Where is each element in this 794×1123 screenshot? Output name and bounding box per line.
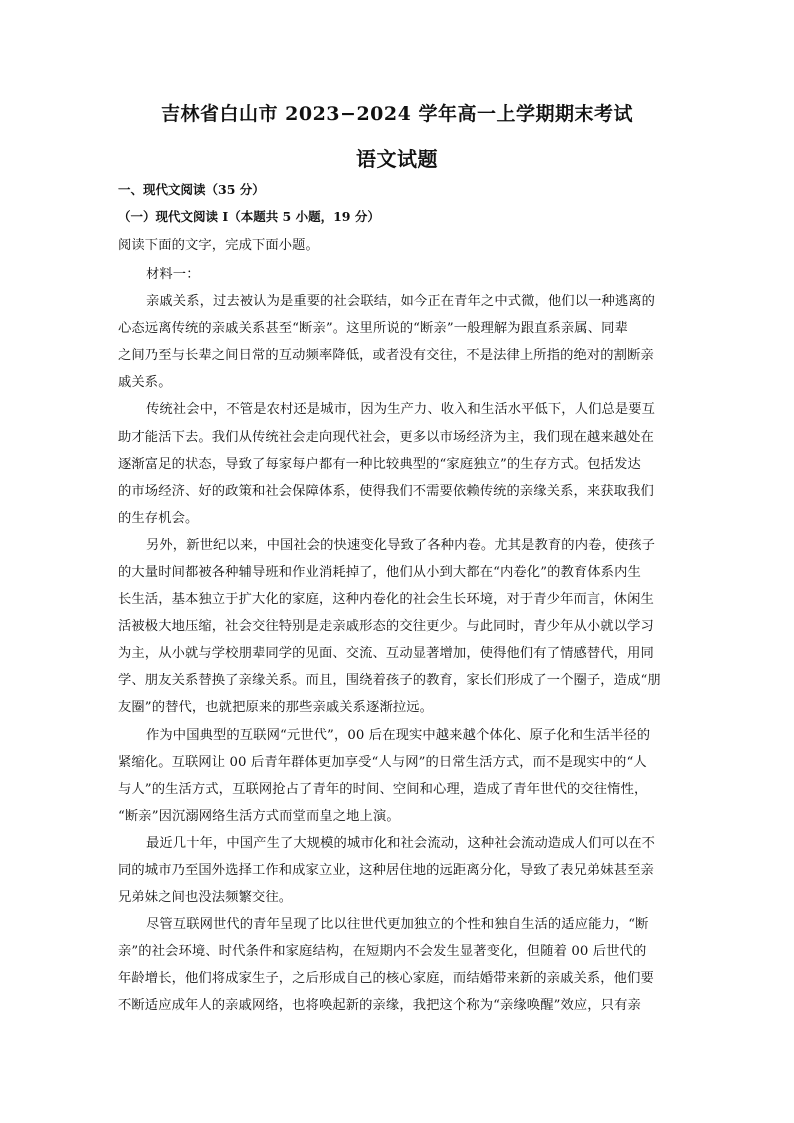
text-line: 最近几十年，中国产生了大规模的城市化和社会流动，这种社会流动造成人们可以在不 <box>146 836 656 851</box>
text-line: 之间乃至与长辈之间日常的互动频率降低，或者没有交往，不是法律上所指的绝对的割断亲 <box>118 348 654 363</box>
text-line: 的大量时间都被各种辅导班和作业消耗掉了，他们从小到大都在“内卷化”的教育体系内生 <box>118 565 641 580</box>
subsection-heading: （一）现代文阅读 I（本题共 5 小题，19 分） <box>118 209 380 224</box>
text-line: 亲戚关系，过去被认为是重要的社会联结，如今正在青年之中式微，他们以一种逃离的 <box>146 294 656 309</box>
exam-title: 吉林省白山市 2023−2024 学年高一上学期期末考试 <box>161 103 633 125</box>
text-line: 另外，新世纪以来，中国社会的快速变化导致了各种内卷。尤其是教育的内卷，使孩子 <box>146 538 656 553</box>
text-line: 的生存机会。 <box>118 511 199 526</box>
text-line: 兄弟妹之间也没法频繁交往。 <box>118 890 293 905</box>
text-line: 长生活，基本独立于扩大化的家庭，这种内卷化的社会生长环境，对于青少年而言，休闲生 <box>118 592 654 607</box>
text-line: 学、朋友关系替换了亲缘关系。而且，围绕着孩子的教育，家长们形成了一个圈子，造成“朋 <box>118 673 661 688</box>
text-line: 活被极大地压缩，社会交往特别是走亲戚形态的交往更少。与此同时，青少年从小就以学习 <box>118 619 654 634</box>
text-line: 友圈”的替代，也就把原来的那些亲戚关系逐渐拉远。 <box>118 700 434 715</box>
section-heading: 一、现代文阅读（35 分） <box>118 182 265 197</box>
text-line: 心态远离传统的亲戚关系甚至“断亲”。这里所说的“断亲”一般理解为跟直系亲属、同辈 <box>118 321 628 336</box>
text-line: 传统社会中，不管是农村还是城市，因为生产力、收入和生活水平低下，人们总是要互 <box>146 402 656 417</box>
text-line: 作为中国典型的互联网“元世代”，00 后在现实中越来越个体化、原子化和生活半径的 <box>146 728 651 743</box>
text-line: 紧缩化。互联网让 00 后青年群体更加享受“人与网”的日常生活方式，而不是现实中的“人 <box>118 755 647 770</box>
text-line: 年龄增长，他们将成家生子，之后形成自己的核心家庭，而结婚带来新的亲戚关系，他们要 <box>118 971 654 986</box>
text-line: 阅读下面的文字，完成下面小题。 <box>118 238 319 253</box>
text-line: 的市场经济、好的政策和社会保障体系，使得我们不需要依赖传统的亲缘关系，来获取我们 <box>118 484 654 499</box>
text-line: 与人”的生活方式，互联网抢占了青年的时间、空间和心理，造成了青年世代的交往惰性， <box>118 782 648 797</box>
text-line: 材料一： <box>146 267 200 282</box>
text-line: 尽管互联网世代的青年呈现了比以往世代更加独立的个性和独自生活的适应能力，“断 <box>146 917 649 932</box>
text-line: 不断适应成年人的亲戚网络，也将唤起新的亲缘，我把这个称为“亲缘唤醒”效应，只有亲 <box>118 998 641 1013</box>
text-line: 为主，从小就与学校朋辈同学的见面、交流、互动显著增加，使得他们有了情感替代，用同 <box>118 646 654 661</box>
text-line: “断亲”因沉溺网络生活方式而堂而皇之地上演。 <box>118 809 400 824</box>
text-line: 亲”的社会环境、时代条件和家庭结构，在短期内不会发生显著变化，但随着 00 后世代的 <box>118 944 647 959</box>
exam-subtitle: 语文试题 <box>356 147 438 171</box>
text-line: 逐渐富足的状态，导致了每家每户都有一种比较典型的“家庭独立”的生存方式。包括发达 <box>118 457 641 472</box>
text-line: 戚关系。 <box>118 375 172 390</box>
text-line: 助才能活下去。我们从传统社会走向现代社会，更多以市场经济为主，我们现在越来越处在 <box>118 430 654 445</box>
text-line: 同的城市乃至国外选择工作和成家立业，这种居住地的远距离分化，导致了表兄弟妹甚至亲 <box>118 863 654 878</box>
